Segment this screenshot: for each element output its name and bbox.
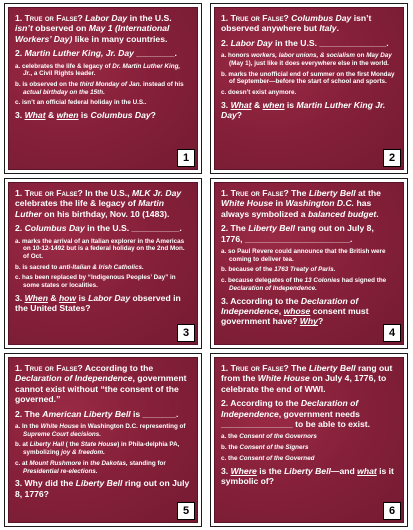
question-3: 3. Why did the Liberty Bell ring out on July 8, 1776?: [15, 478, 190, 499]
task-card-2: [210, 3, 408, 174]
task-card-3: [4, 178, 202, 349]
option-a: a. celebrates the life & legacy of Dr. Martin Luther King, Jr., a Civil Rights leader.: [15, 62, 181, 78]
card-number-badge: 1: [177, 149, 195, 167]
question-3: 3. When & how is Labor Day observed in the United States?: [15, 292, 181, 314]
card-number-badge: 3: [177, 324, 195, 342]
question-2: 2. Columbus Day in the U.S. __________.: [15, 223, 182, 234]
question-1: 1. True or False? The Liberty Bell at the White House in Washington D.C. has always symbolized a balanced budget.: [221, 188, 381, 219]
question-1: 1. True or False? Columbus Day isn’t observed anywhere but Italy.: [221, 13, 372, 34]
option-b: b. is observed on the third Monday of Jan. instead of his actual birthday on the 15th.: [15, 81, 184, 96]
option-b: b. is sacred to anti-Italian & Irish Catholics.: [15, 263, 144, 271]
card-number-badge: 6: [383, 502, 401, 520]
option-c: c. the Consent of the Governed: [221, 454, 315, 462]
option-a: a. In the White House in Washington D.C. representing of Supreme Court decisions.: [15, 423, 186, 438]
question-2: 2. According to the Declaration of Independence, government needs _______________ to be able to exist.: [221, 398, 371, 430]
option-c: c. at Mount Rushmore in the Dakotas, standing for Presidential re-elections.: [15, 459, 166, 475]
question-3: 3. According to the Declaration of Independence, whose consent must government have? Why?: [221, 295, 369, 327]
option-c: c. has been replaced by “Indigenous Peoples’ Day” in some states or localities.: [15, 274, 176, 290]
task-card-4: [210, 178, 408, 349]
question-2: 2. Labor Day in the U.S. ______________.: [221, 37, 389, 48]
option-a: a. honors workers, labor unions, & socialism on May Day (May 1), just like it does everywhere else in the world.: [221, 52, 392, 67]
option-b: b. because of the 1763 Treaty of Paris.: [221, 266, 336, 274]
question-2: 2. The American Liberty Bell is _______.: [15, 408, 179, 419]
option-c: c. isn’t an official federal holiday in the U.S..: [15, 99, 147, 107]
option-a: a. so Paul Revere could announce that the British were coming to deliver tea.: [221, 248, 386, 263]
card-number-badge: 4: [383, 324, 401, 342]
option-a: a. marks the arrival of an Italian explorer in the Americas on 10-12-1492 but is a federal holiday on the 2nd Mon. of Oct.: [15, 237, 185, 261]
task-card-6: [210, 353, 408, 527]
question-1: 1. True or False? The Liberty Bell rang out from the White House on July 4, 1776, to celebrate the end of WWI.: [221, 363, 393, 394]
option-c: c. doesn’t exist anymore.: [221, 89, 297, 97]
option-c: c. because delegates of the 13 Colonies had signed the Declaration of Independence.: [221, 277, 387, 292]
question-1: 1. True or False? In the U.S., MLK Jr. Day celebrates the life & legacy of Martin Luther on his birthday, Nov. 10 (1483).: [15, 188, 182, 219]
option-b: b. marks the unofficial end of summer on the first Monday of September—before the start of school and sports.: [221, 70, 395, 86]
question-3: 3. Where is the Liberty Bell—and what is it symbolic of?: [221, 465, 394, 486]
question-1: 1. True or False? Labor Day in the U.S. isn’t observed on May 1 (International Workers’ Day) like in many countries.: [15, 13, 172, 44]
question-2: 2. The Liberty Bell rang out on July 8, 1776, ______________________.: [221, 223, 374, 244]
task-card-1: [4, 3, 202, 174]
question-3: 3. What & when is Martin Luther King Jr. Day?: [221, 99, 386, 121]
question-2: 2. Martin Luther King, Jr. Day ________.: [15, 48, 177, 59]
card-number-badge: 2: [383, 149, 401, 167]
question-1: 1. True or False? According to the Declaration of Independence, government cannot exist without “the consent of the governed.”: [15, 363, 187, 405]
option-a: a. the Consent of the Governors: [221, 433, 317, 441]
task-card-5: [4, 353, 202, 527]
card-number-badge: 5: [177, 502, 195, 520]
question-3: 3. What & when is Columbus Day?: [15, 110, 156, 121]
option-b: b. the Consent of the Signers: [221, 444, 309, 452]
option-b: b. at Liberty Hall ( the State House) in Phila-delphia PA, symbolizing joy & freedom.: [15, 441, 180, 457]
